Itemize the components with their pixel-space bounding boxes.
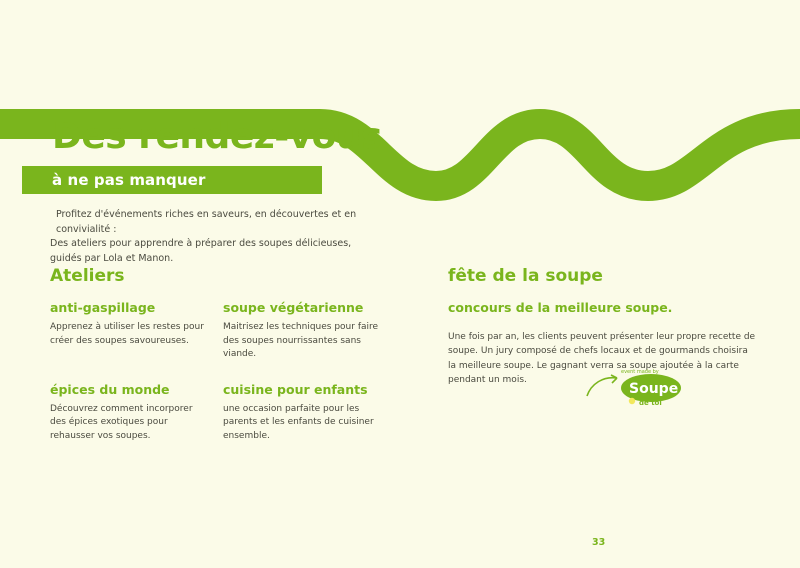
workshop-title: soupe végétarienne: [223, 300, 364, 315]
svg-text:de toi: de toi: [639, 399, 662, 407]
contest-subheading: concours de la meilleure soupe.: [448, 300, 673, 315]
contest-body: Une fois par an, les clients peuvent présenter leur propre recette de soupe. Un jury composé de chefs locaux et de gourmands choisira la meilleure soupe. Le gagnant verra sa soupe ajoutée à la carte pendant un mois.: [448, 332, 756, 386]
page-subtitle: à ne pas manquer: [52, 171, 206, 189]
svg-text:event made by: event made by: [621, 369, 659, 375]
section-heading-ateliers: Ateliers: [50, 266, 125, 286]
workshop-description: Apprenez à utiliser les restes pour créer des soupes savoureuses.: [50, 322, 204, 346]
list-item: [223, 382, 381, 444]
workshop-description: Découvrez comment incorporer des épices exotiques pour rehausser vos soupes.: [50, 403, 193, 441]
list-item: [50, 382, 208, 444]
workshop-list: [50, 300, 400, 443]
page-number: 33: [592, 537, 606, 548]
workshop-description: une occasion parfaite pour les parents et les enfants de cuisiner ensemble.: [223, 403, 374, 441]
intro-line-1: Profitez d'événements riches en saveurs, en découvertes et en convivialité :: [56, 209, 357, 235]
intro-line-2: Des ateliers pour apprendre à préparer des soupes délicieuses, guidés par Lola et Manon.: [50, 238, 352, 265]
page-title: Des rendez-vous: [52, 116, 382, 157]
workshop-description: Maitrisez les techniques pour faire des soupes nourrissantes sans viande.: [223, 322, 379, 359]
workshop-title: épices du monde: [50, 381, 170, 397]
soupe-de-toi-logo: [585, 362, 685, 410]
list-item: [223, 300, 381, 362]
workshop-title: cuisine pour enfants: [223, 381, 368, 397]
section-heading-fete: fête de la soupe: [448, 266, 603, 286]
svg-text:Soupe: Soupe: [629, 381, 679, 397]
list-item: [50, 300, 208, 362]
workshop-title: anti-gaspillage: [50, 300, 156, 315]
intro-paragraph: [50, 208, 380, 267]
